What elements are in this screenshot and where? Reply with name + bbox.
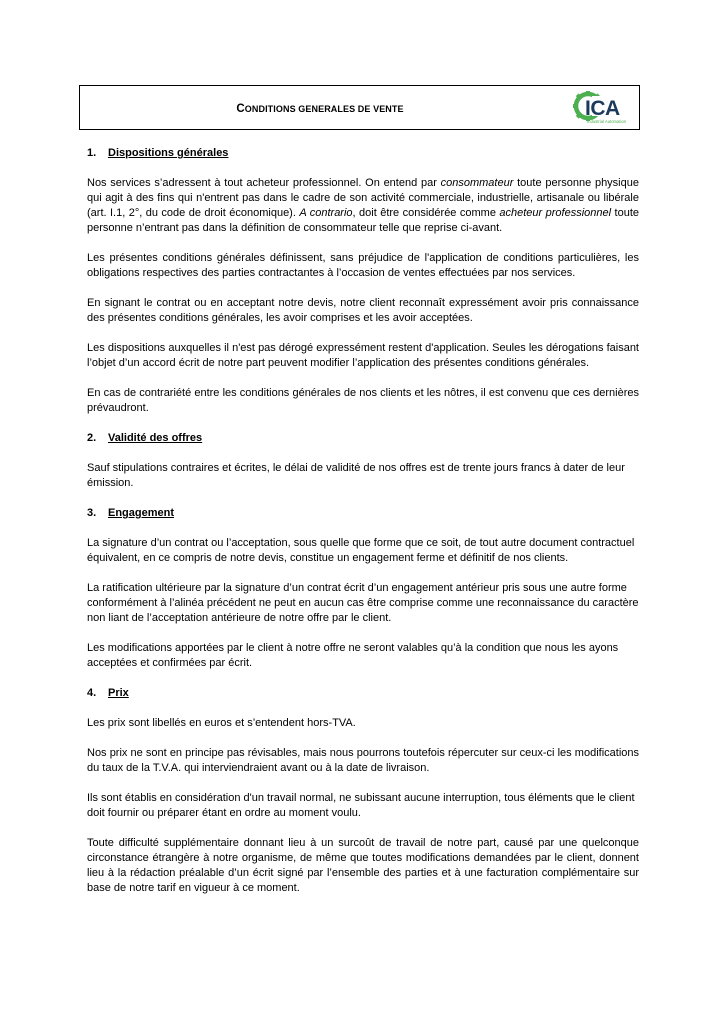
paragraph: Ils sont établis en considération d'un travail normal, ne subissant aucune interruption, tous éléments que le client doit fournir ou préparer étant en ordre au moment voulu. [87, 792, 635, 819]
paragraph: Les modifications apportées par le client à notre offre ne seront valables qu’à la condition que nous les ayons acceptées et confirmées par écrit. [87, 642, 619, 669]
paragraph: Les présentes conditions générales définissent, sans préjudice de l'application de conditions particulières, les obligations respectives des parties contractantes à l’occasion de ventes effectuées par nos services. [87, 252, 639, 279]
document-content [87, 146, 639, 896]
section-heading: 4. Prix [87, 687, 129, 699]
paragraph: La signature d’un contrat ou l’acceptation, sous quelle que forme que ce soit, de tout autre document contractuel équivalent, en ce compris de notre devis, constitue un engagement ferme et définitif de nos clients. [87, 537, 635, 564]
paragraph: Toute difficulté supplémentaire donnant lieu à un surcoût de travail de notre part, causé par une quelconque circonstance étrangère à notre organisme, de même que toutes modifications demandées par le client, donnent lieu à la rédaction préalable d’un écrit signé par l’ensemble des parties et à une facturation complémentaire sur base de notre tarif en vigueur à ce moment. [87, 837, 639, 894]
paragraph: La ratification ultérieure par la signature d’un contrat écrit d’un engagement antérieur pris sous une autre forme conformément à l’alinéa précédent ne peut en aucun cas être comprise comme une reconnaissance du caractère non liant de l’acceptation antérieure de notre offre par le client. [87, 582, 639, 624]
paragraph: Les dispositions auxquelles il n'est pas dérogé expressément restent d'application. Seules les dérogations faisant l’objet d’un accord écrit de notre part peuvent modifier l’application des présentes conditions générales. [87, 342, 639, 369]
paragraph: En signant le contrat ou en acceptant notre devis, notre client reconnaît expressément avoir pris connaissance des présentes conditions générales, les avoir comprises et les avoir acceptées. [87, 297, 639, 324]
svg-text:ICA: ICA [585, 97, 620, 120]
paragraph: Nos prix ne sont en principe pas révisables, mais nous pourrons toutefois répercuter sur ceux-ci les modifications du taux de la T.V.A. qui interviendraient avant ou à la date de livraison. [87, 747, 639, 774]
paragraph: En cas de contrariété entre les conditions générales de nos clients et les nôtres, il est convenu que ces dernières prévaudront. [87, 387, 639, 414]
paragraph: Les prix sont libellés en euros et s’entendent hors-TVA. [87, 717, 356, 729]
section-heading: 2. Validité des offres [87, 432, 203, 444]
svg-text:Industrial Automation: Industrial Automation [587, 119, 627, 124]
section-heading: 1. Dispositions générales [87, 147, 229, 159]
document-title: CONDITIONS GENERALES DE VENTE [236, 103, 404, 115]
paragraph: Sauf stipulations contraires et écrites, le délai de validité de nos offres est de trente jours francs à dater de leur émission. [87, 462, 625, 489]
section-heading: 3. Engagement [87, 507, 175, 519]
header-box [79, 85, 640, 130]
ica-logo [573, 90, 635, 126]
paragraph: Nos services s’adressent à tout acheteur professionnel. On entend par consommateur toute personne physique qui agit à des fins qui n'entrent pas dans le cadre de son activité commerciale, industrielle, artisanale ou libérale (art. I.1, 2°, du code de droit économique). A contrario, doit être considérée comme acheteur professionnel toute personne n’entrant pas dans la définition de consommateur telle que reprise ci-avant. [87, 177, 639, 234]
